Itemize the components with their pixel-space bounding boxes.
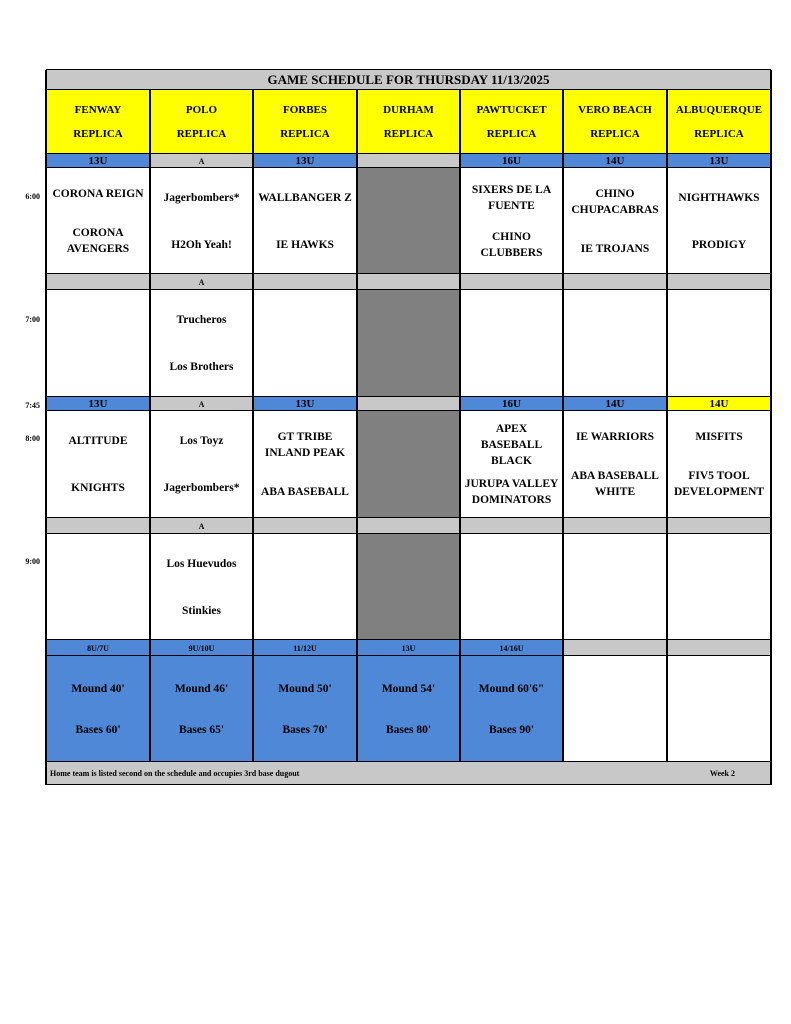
away-team: Trucheros (176, 313, 227, 326)
home-team: ABA BASEBALL (261, 486, 349, 499)
away-team: MISFITS (695, 430, 743, 443)
grid-line (46, 410, 771, 411)
dimension-cell (46, 656, 150, 762)
home-team: H2Oh Yeah! (171, 238, 232, 251)
home-team: KNIGHTS (71, 482, 125, 495)
game-cell (150, 168, 253, 274)
game-cell (460, 534, 563, 640)
grid-line (46, 517, 771, 518)
field-header (460, 90, 563, 154)
schedule-title: GAME SCHEDULE FOR THURSDAY 11/13/2025 (46, 70, 771, 90)
grid-line (46, 655, 771, 656)
base-distance: Bases 70' (282, 723, 328, 736)
field-replica-label: REPLICA (590, 128, 640, 140)
grid-line (46, 89, 771, 90)
field-replica-label: REPLICA (280, 128, 330, 140)
grid-line (356, 90, 358, 762)
away-team: Los Huevudos (166, 557, 237, 570)
game-cell (563, 534, 667, 640)
base-distance: Bases 65' (178, 723, 225, 736)
grid-line (46, 69, 771, 70)
time-label-800: 8:00 (25, 434, 40, 443)
game-cell (150, 411, 253, 518)
grid-line (46, 273, 771, 274)
away-team: NIGHTHAWKS (678, 191, 760, 204)
rule-division-label (563, 640, 667, 656)
division-label: A (150, 397, 253, 411)
dimension-cell (253, 656, 357, 762)
division-label: 14U (563, 397, 667, 411)
away-team: Jagerbombers* (163, 191, 240, 204)
time-label-600: 6:00 (25, 192, 40, 201)
grid-line (45, 70, 47, 785)
game-cell (357, 168, 460, 274)
grid-line (770, 70, 772, 785)
field-replica-label: REPLICA (383, 128, 434, 140)
division-label: 13U (253, 154, 357, 168)
division-label (357, 397, 460, 411)
division-label: A (150, 154, 253, 168)
time-label-745: 7:45 (25, 401, 40, 410)
division-label: A (150, 274, 253, 290)
base-distance: Bases 80' (385, 723, 432, 736)
division-label: 16U (460, 154, 563, 168)
field-header (150, 90, 253, 154)
home-team: Jagerbombers* (163, 482, 240, 495)
field-header (563, 90, 667, 154)
division-label (46, 274, 150, 290)
field-header (46, 90, 150, 154)
grid-line (46, 533, 771, 534)
field-name: DURHAM (383, 104, 434, 116)
away-team: APEX BASEBALL BLACK (480, 422, 543, 467)
field-replica-label: REPLICA (176, 128, 227, 140)
away-team: WALLBANGER Z (258, 191, 352, 204)
grid-line (562, 90, 564, 762)
field-replica-label: REPLICA (694, 128, 744, 140)
field-name: PAWTUCKET (476, 104, 547, 116)
footer-note: Home team is listed second on the schedule and occupies 3rd base dugout (50, 769, 300, 778)
game-cell (667, 290, 771, 397)
game-cell (46, 411, 150, 518)
home-team: PRODIGY (691, 238, 747, 251)
division-label (253, 274, 357, 290)
away-team: IE WARRIORS (575, 430, 655, 443)
field-header (357, 90, 460, 154)
division-label (357, 518, 460, 534)
home-team: Los Brothers (169, 361, 234, 374)
game-cell (460, 290, 563, 397)
dimension-cell (667, 656, 771, 762)
away-team: Los Toyz (179, 434, 224, 447)
mound-distance: Mound 60'6" (478, 682, 545, 695)
game-cell (563, 411, 667, 518)
grid-line (46, 396, 771, 397)
home-team: IE HAWKS (276, 238, 334, 251)
division-label (46, 518, 150, 534)
dimension-cell (150, 656, 253, 762)
mound-distance: Mound 50' (278, 682, 332, 695)
game-cell (253, 411, 357, 518)
division-label (563, 518, 667, 534)
home-team: CORONA AVENGERS (66, 226, 130, 255)
base-distance: Bases 90' (488, 723, 535, 736)
game-cell (667, 168, 771, 274)
division-label: 13U (253, 397, 357, 411)
schedule-table (46, 70, 771, 785)
division-label (563, 274, 667, 290)
grid-line (46, 639, 771, 640)
field-replica-label: REPLICA (73, 128, 123, 140)
grid-line (46, 153, 771, 154)
division-label: 14U (667, 397, 771, 411)
division-label: A (150, 518, 253, 534)
game-cell (357, 411, 460, 518)
grid-line (46, 289, 771, 290)
field-header (667, 90, 771, 154)
division-label (357, 154, 460, 168)
home-team: IE TROJANS (580, 242, 650, 255)
dimension-cell (357, 656, 460, 762)
division-label (667, 274, 771, 290)
field-name: FORBES (282, 104, 327, 116)
rule-division-label: 14/16U (460, 640, 563, 656)
division-label: 13U (46, 397, 150, 411)
division-label: 16U (460, 397, 563, 411)
rule-division-label (667, 640, 771, 656)
field-name: ALBUQUERQUE (675, 104, 763, 116)
home-team: CHINO CLUBBERS (480, 230, 543, 259)
division-label (253, 518, 357, 534)
grid-line (252, 90, 254, 762)
game-cell (46, 168, 150, 274)
mound-distance: Mound 54' (381, 682, 436, 695)
division-label (460, 274, 563, 290)
dimension-cell (460, 656, 563, 762)
rule-division-label: 11/12U (253, 640, 357, 656)
game-cell (150, 534, 253, 640)
away-team: SIXERS DE LA FUENTE (471, 183, 552, 212)
game-cell (46, 290, 150, 397)
field-name: FENWAY (74, 104, 122, 116)
base-distance: Bases 60' (75, 723, 121, 736)
division-label: 13U (46, 154, 150, 168)
mound-distance: Mound 40' (71, 682, 125, 695)
game-cell (253, 168, 357, 274)
division-label: 13U (667, 154, 771, 168)
away-team: GT TRIBE INLAND PEAK (264, 430, 346, 459)
game-cell (46, 534, 150, 640)
game-cell (253, 290, 357, 397)
division-label (667, 518, 771, 534)
game-cell (460, 411, 563, 518)
home-team: FIV5 TOOL DEVELOPMENT (673, 470, 765, 499)
grid-line (459, 90, 461, 762)
game-cell (357, 534, 460, 640)
rule-division-label: 9U/10U (150, 640, 253, 656)
week-label: Week 2 (709, 769, 735, 778)
home-team: Stinkies (182, 604, 221, 617)
game-cell (563, 168, 667, 274)
field-name: VERO BEACH (578, 104, 652, 116)
game-cell (460, 168, 563, 274)
away-team: CHINO CHUPACABRAS (571, 187, 659, 216)
grid-line (46, 784, 771, 785)
game-cell (563, 290, 667, 397)
division-label (357, 274, 460, 290)
field-header (253, 90, 357, 154)
grid-line (46, 761, 771, 762)
field-name: POLO (185, 104, 218, 116)
away-team: ALTITUDE (68, 434, 128, 447)
grid-line (149, 90, 151, 762)
time-label-900: 9:00 (25, 557, 40, 566)
rule-division-label: 8U/7U (46, 640, 150, 656)
game-cell (667, 411, 771, 518)
grid-line (46, 167, 771, 168)
grid-line (666, 90, 668, 762)
division-label: 14U (563, 154, 667, 168)
game-cell (357, 290, 460, 397)
dimension-cell (563, 656, 667, 762)
field-replica-label: REPLICA (486, 128, 537, 140)
mound-distance: Mound 46' (174, 682, 229, 695)
footer (46, 762, 771, 785)
time-label-700: 7:00 (25, 315, 40, 324)
game-cell (253, 534, 357, 640)
home-team: ABA BASEBALL WHITE (571, 470, 659, 499)
home-team: JURUPA VALLEY DOMINATORS (464, 478, 559, 507)
game-cell (150, 290, 253, 397)
rule-division-label: 13U (357, 640, 460, 656)
division-label (460, 518, 563, 534)
away-team: CORONA REIGN (52, 187, 144, 200)
game-cell (667, 534, 771, 640)
